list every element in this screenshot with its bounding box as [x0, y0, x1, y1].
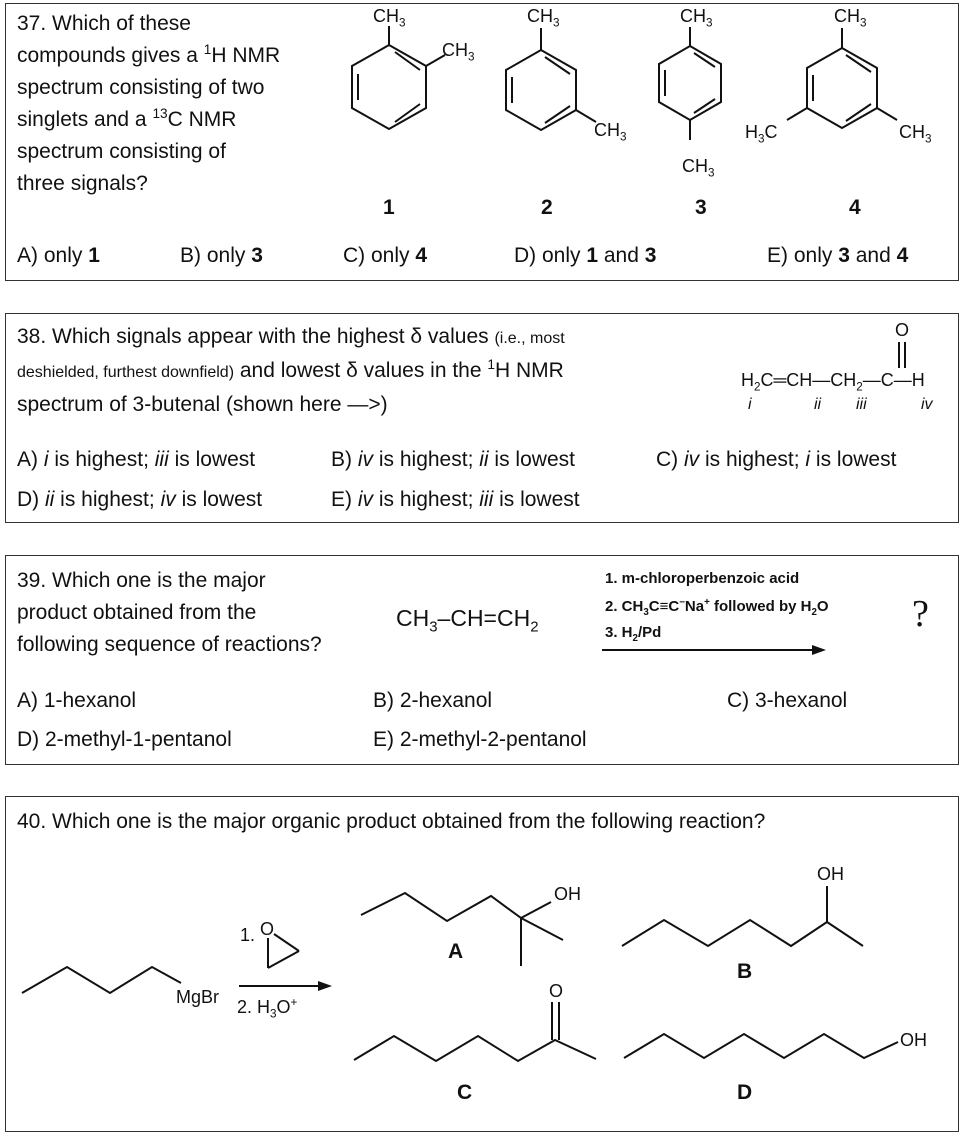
q40-question: 40. Which one is the major organic product obtained from the following reaction? [17, 810, 766, 833]
c4-ch3-top: $CH_3$ [834, 6, 867, 30]
q39-condition-3: 3. $H_2/Pd$ [605, 624, 662, 644]
q38-option-a[interactable]: A) i is highest; iii is lowest [17, 448, 256, 471]
product-label-c[interactable]: C [457, 1081, 473, 1104]
label-iii: iii [856, 396, 867, 413]
mgbr-label: MgBr [176, 987, 220, 1007]
product-a-oh: OH [554, 884, 581, 904]
compound-label-4: 4 [849, 196, 861, 219]
q39-option-e[interactable]: E) 2-methyl-2-pentanol [373, 728, 587, 751]
q39-option-b[interactable]: B) 2-hexanol [373, 689, 493, 712]
product-label-a[interactable]: A [448, 940, 464, 963]
c1-ch3-side: $CH_3$ [442, 40, 475, 64]
label-iv: iv [921, 396, 933, 413]
product-b-oh: OH [817, 864, 844, 884]
q39-condition-1: 1. m-chloroperbenzoic acid [605, 570, 800, 587]
q37-option-a[interactable]: A) only 1 [17, 244, 100, 267]
q37-option-c[interactable]: C) only 4 [343, 244, 428, 267]
q38-option-c[interactable]: C) iv is highest; i is lowest [656, 448, 897, 471]
q38-option-b[interactable]: B) iv is highest; ii is lowest [331, 448, 575, 471]
product-label-d[interactable]: D [737, 1081, 753, 1104]
c3-ch3-top: $CH_3$ [680, 6, 713, 30]
butenal-o: O [895, 320, 910, 340]
q39-condition-2: 2. $CH_3C\equiv C^-Na^+$ followed by $H_2O$ [605, 597, 829, 618]
q38-option-d[interactable]: D) ii is highest; iv is lowest [17, 488, 263, 511]
label-i: i [748, 396, 752, 413]
c4-ch3-right: $CH_3$ [899, 122, 932, 146]
compound-label-3: 3 [695, 196, 707, 219]
q37-option-d[interactable]: D) only 1 and 3 [514, 244, 657, 267]
q37-option-b[interactable]: B) only 3 [180, 244, 263, 267]
butenal-formula: $H_2C═CH—CH_2—C—H$ [741, 370, 925, 394]
step1-label: 1. [240, 925, 256, 945]
epoxide-o: O [260, 919, 275, 939]
q39-question: 39. Which one is the major product obtained from the following sequence of reactions? [17, 569, 322, 656]
q37-question: 37. Which of these compounds gives a $^1$H NMR spectrum consisting of two singlets and a $^{13}$C NMR spectrum consisting of three signals? [17, 12, 281, 195]
compound-label-2: 2 [541, 196, 553, 219]
c2-ch3-top: $CH_3$ [527, 6, 560, 30]
q38-option-e[interactable]: E) iv is highest; iii is lowest [331, 488, 580, 511]
butyl-chain [22, 967, 181, 993]
q39-product-question-mark: ? [912, 593, 929, 635]
q39-option-d[interactable]: D) 2-methyl-1-pentanol [17, 728, 232, 751]
q37-option-e[interactable]: E) only 3 and 4 [767, 244, 909, 267]
q39-option-a[interactable]: A) 1-hexanol [17, 689, 137, 712]
q39-option-c[interactable]: C) 3-hexanol [727, 689, 848, 712]
c2-ch3-side: $CH_3$ [594, 120, 627, 144]
q39-reactant: $CH_3-CH=CH_2$ [396, 605, 539, 636]
product-c-o: O [549, 981, 564, 1001]
compound-label-1: 1 [383, 196, 395, 219]
label-ii: ii [814, 396, 822, 413]
c1-ch3-top: $CH_3$ [373, 6, 406, 30]
product-d-oh: OH [900, 1030, 927, 1050]
step2-label: 2. $H_3O^+$ [237, 996, 298, 1021]
q38-question: 38. Which signals appear with the highest δ values (i.e., most deshielded, furthest downfield) and lowest δ values in the $^1$H NMR spectrum of 3-butenal (shown here —>) [17, 325, 565, 416]
c4-h3c-left: $H_3C$ [745, 122, 778, 146]
c3-ch3-bottom: $CH_3$ [682, 156, 715, 180]
product-label-b[interactable]: B [737, 960, 753, 983]
